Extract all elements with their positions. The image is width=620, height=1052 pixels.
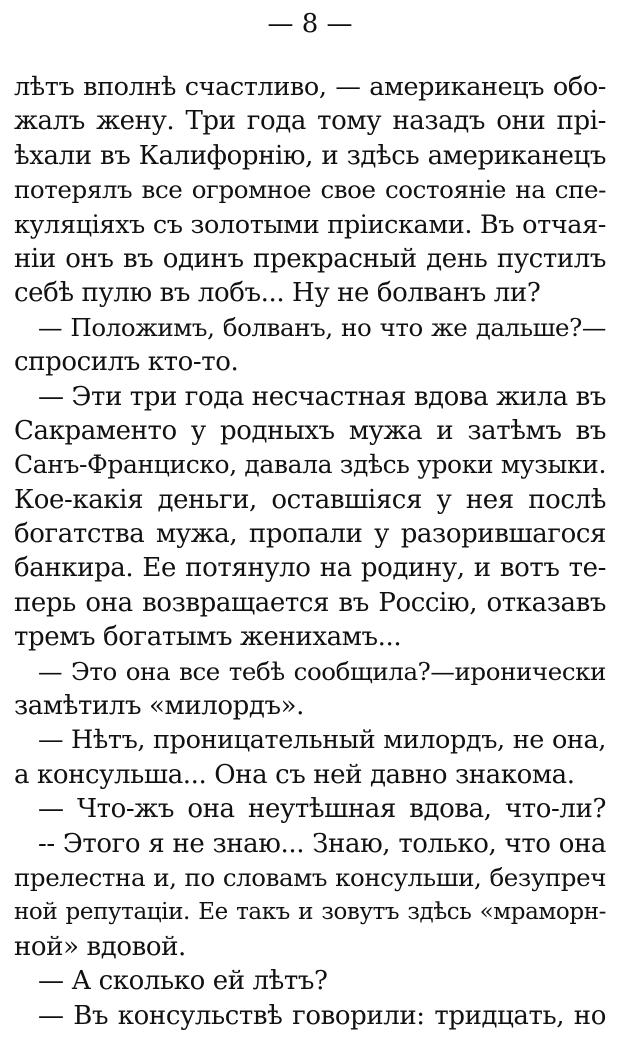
text-line: себѣ пулю въ лобъ... Ну не болванъ ли?: [14, 278, 541, 309]
text-line: спросилъ кто-то.: [14, 347, 239, 378]
text-line: перь она возвращается въ Россію, отказавъ: [14, 587, 606, 618]
text-line: а консульша... Она съ ней давно знакома.: [14, 759, 575, 790]
text-line: — Это она все тебѣ сообщила?—иронически: [38, 656, 606, 686]
text-line: замѣтилъ «милордъ».: [14, 691, 305, 722]
text-line: ной репутаціи. Ее такъ и зовутъ здѣсь «мраморн-: [14, 899, 606, 926]
text-line: -- Этого я не знаю... Знаю, только, что она: [38, 828, 606, 859]
page-number: — 8 —: [267, 9, 353, 39]
body-text: [14, 70, 606, 1033]
text-line: богатства мужа, пропали у разорившагося: [14, 519, 606, 550]
text-line: лѣтъ вполнѣ счастливо, — американецъ обо-: [14, 72, 606, 102]
text-line: ніи онъ въ одинъ прекрасный день пустилъ: [14, 243, 606, 274]
text-line: куляціяхъ съ золотыми пріисками. Въ отчая-: [14, 209, 606, 240]
text-line: потерялъ все огромное свое состояніе на спе-: [14, 175, 606, 205]
text-line: — А сколько ей лѣтъ?: [38, 966, 328, 997]
text-line: — Положимъ, болванъ, но что же дальше?—: [38, 312, 606, 342]
text-line: ѣхали въ Калифорнію, и здѣсь американецъ: [14, 140, 606, 171]
text-line: тремъ богатымъ женихамъ...: [14, 622, 402, 653]
text-line: — Что-жъ она неутѣшная вдова, что-ли?: [38, 794, 606, 825]
text-line: Кое-какія деньги, оставшіяся у нея послѣ: [14, 484, 606, 515]
text-line: ной» вдовой.: [14, 931, 186, 962]
text-line: — Въ консульствѣ говорили: тридцать, но: [38, 1000, 606, 1031]
text-line: банкира. Ее потянуло на родину, и вотъ те-: [14, 553, 606, 584]
text-line: жалъ жену. Три года тому назадъ они прі-: [14, 106, 606, 137]
text-line: — Нѣтъ, проницательный милордъ, не она,: [38, 725, 606, 756]
text-line: Санъ-Франциско, давала здѣсь уроки музыки.: [14, 450, 606, 480]
text-line: Сакраменто у родныхъ мужа и затѣмъ въ: [14, 415, 606, 446]
text-line: прелестна и, по словамъ консульши, безупреч: [14, 862, 606, 892]
text-line: — Эти три года несчастная вдова жила въ: [38, 381, 606, 412]
